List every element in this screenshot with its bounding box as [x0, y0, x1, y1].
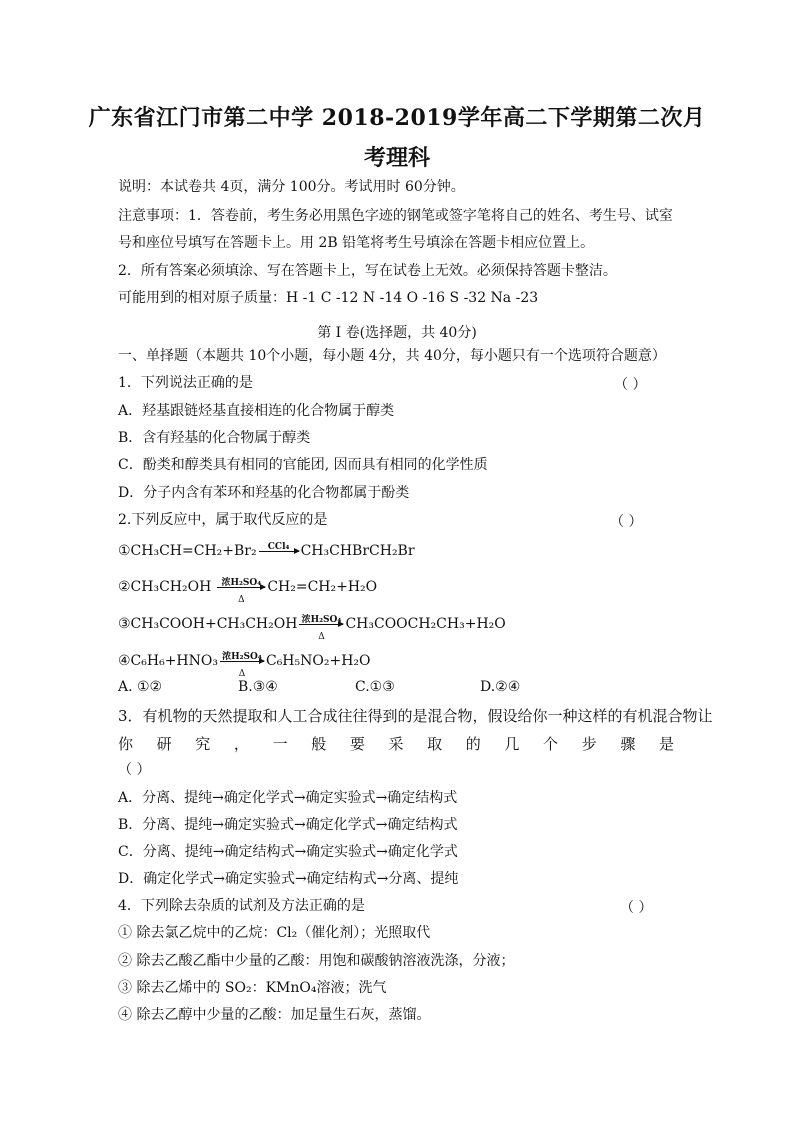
q3-option-d: D．确定化学式→确定实验式→确定结构式→分离、提纯	[118, 871, 459, 887]
q3-char: 是	[658, 735, 674, 753]
q4-item-4: ④ 除去乙醇中少量的乙酸：加足量生石灰，蒸馏。	[118, 1007, 431, 1023]
q2-choice-d: D.②④	[480, 679, 521, 695]
reaction-4-products: C₆H₅NO₂+H₂O	[265, 653, 371, 669]
q3-stem-continued	[118, 733, 674, 754]
q4-item-3: ③ 除去乙烯中的 SO₂：KMnO₄溶液；洗气	[118, 980, 387, 996]
q4-answer-paren: （ ）	[620, 900, 653, 916]
q1-option-c: C．酚类和醇类具有相同的官能团, 因而具有相同的化学性质	[118, 457, 488, 473]
section-heading: 第 I 卷(选择题，共 40分)	[317, 325, 477, 341]
section-instruction: 一、单择题（本题共 10个小题，每小题 4分，共 40分，每小题只有一个选项符合题意）	[118, 348, 666, 364]
q2-reaction-1	[118, 542, 415, 560]
q3-char: ，	[233, 735, 249, 753]
reaction-4-reactants: ④C₆H₆+HNO₃	[118, 653, 218, 669]
exam-title-line1: 广东省江门市第二中学 2018-2019学年高二下学期第二次月	[88, 105, 706, 131]
q1-stem: 1．下列说法正确的是	[118, 375, 253, 391]
reaction-3-condition-top: 浓H₂SO₄	[301, 614, 342, 625]
q1-option-b: B．含有羟基的化合物属于醇类	[118, 430, 311, 446]
q3-char: 要	[349, 735, 365, 753]
q1-option-a: A．羟基跟链烃基直接相连的化合物属于醇类	[118, 403, 395, 419]
q3-char: 的	[465, 735, 481, 753]
reaction-1-condition: CCl₄	[267, 541, 290, 552]
q1-option-d: D．分子内含有苯环和羟基的化合物都属于酚类	[118, 485, 410, 501]
reaction-3-condition-bottom: Δ	[318, 631, 325, 642]
q3-stem: 3．有机物的天然提取和人工合成往往得到的是混合物，假设给你一种这样的有机混合物让	[118, 707, 713, 725]
reaction-1-products: CH₃CHBrCH₂Br	[300, 543, 415, 559]
reaction-arrow-icon	[220, 651, 264, 679]
q3-option-b: B．分离、提纯→确定实验式→确定化学式→确定结构式	[118, 817, 458, 833]
q3-char: 你	[118, 735, 134, 753]
reaction-4-condition-top: 浓H₂SO₄	[222, 651, 262, 662]
reaction-arrow-icon	[299, 614, 343, 642]
q4-stem: 4．下列除去杂质的试剂及方法正确的是	[118, 898, 365, 914]
reaction-3-products: CH₃COOCH₂CH₃+H₂O	[345, 616, 506, 632]
reaction-arrow-icon	[259, 541, 299, 552]
atomic-masses: 可能用到的相对原子质量：H -1 C -12 N -14 O -16 S -32 Na -23	[118, 290, 539, 306]
q3-char: 究	[195, 735, 211, 753]
notice-2: 2．所有答案必须填涂、写在答题卡上，写在试卷上无效。必须保持答题卡整洁。	[118, 263, 617, 279]
reaction-2-products: CH₂=CH₂+H₂O	[267, 579, 378, 595]
q2-choice-a: A. ①②	[118, 679, 163, 695]
reaction-4-condition-bottom: Δ	[238, 668, 246, 679]
q2-stem: 2.下列反应中，属于取代反应的是	[118, 512, 328, 528]
reaction-1-reactants: ①CH₃CH=CH₂+Br₂	[118, 543, 257, 559]
q1-answer-paren: （ ）	[614, 377, 647, 393]
q3-char: 采	[388, 735, 404, 753]
q2-reaction-2	[118, 577, 378, 605]
reaction-arrow-icon	[217, 577, 265, 605]
q4-item-2: ② 除去乙酸乙酯中少量的乙酸：用饱和碳酸钠溶液洗涤，分液；	[118, 953, 515, 969]
q2-choice-c: C.①③	[355, 679, 395, 695]
q3-char: 般	[311, 735, 327, 753]
q3-char: 个	[543, 735, 559, 753]
q2-reaction-3	[118, 614, 506, 642]
notice-1-continued: 号和座位号填写在答题卡上。用 2B 铅笔将考生号填涂在答题卡相应位置上。	[118, 235, 595, 251]
q3-option-c: C．分离、提纯→确定结构式→确定实验式→确定化学式	[118, 844, 458, 860]
q2-choice-b: B.③④	[238, 679, 278, 695]
reaction-3-reactants: ③CH₃COOH+CH₃CH₂OH	[118, 616, 298, 632]
reaction-2-reactants: ②CH₃CH₂OH	[118, 579, 212, 595]
q3-answer-paren: （ ）	[118, 762, 151, 778]
q2-answer-paren: （ ）	[610, 514, 643, 530]
notice-1: 注意事项：1．答卷前，考生务必用黑色字迹的钢笔或签字笔将自己的姓名、考生号、试室	[118, 208, 673, 224]
reaction-2-condition-bottom: Δ	[238, 594, 245, 605]
reaction-2-condition-top: 浓H₂SO₄	[221, 577, 262, 588]
q3-char: 研	[156, 735, 172, 753]
q3-char: 步	[581, 735, 597, 753]
q3-char: 一	[272, 735, 288, 753]
q4-item-1: ① 除去氯乙烷中的乙烷：Cl₂（催化剂）；光照取代	[118, 925, 431, 941]
q3-char: 取	[427, 735, 443, 753]
q2-reaction-4	[118, 651, 371, 679]
q3-char: 几	[504, 735, 520, 753]
q3-char: 骤	[620, 735, 636, 753]
exam-description: 说明：本试卷共 4页，满分 100分。考试用时 60分钟。	[118, 179, 465, 195]
exam-title-line2: 考理科	[363, 145, 430, 171]
q3-option-a: A．分离、提纯→确定化学式→确定实验式→确定结构式	[118, 790, 458, 806]
